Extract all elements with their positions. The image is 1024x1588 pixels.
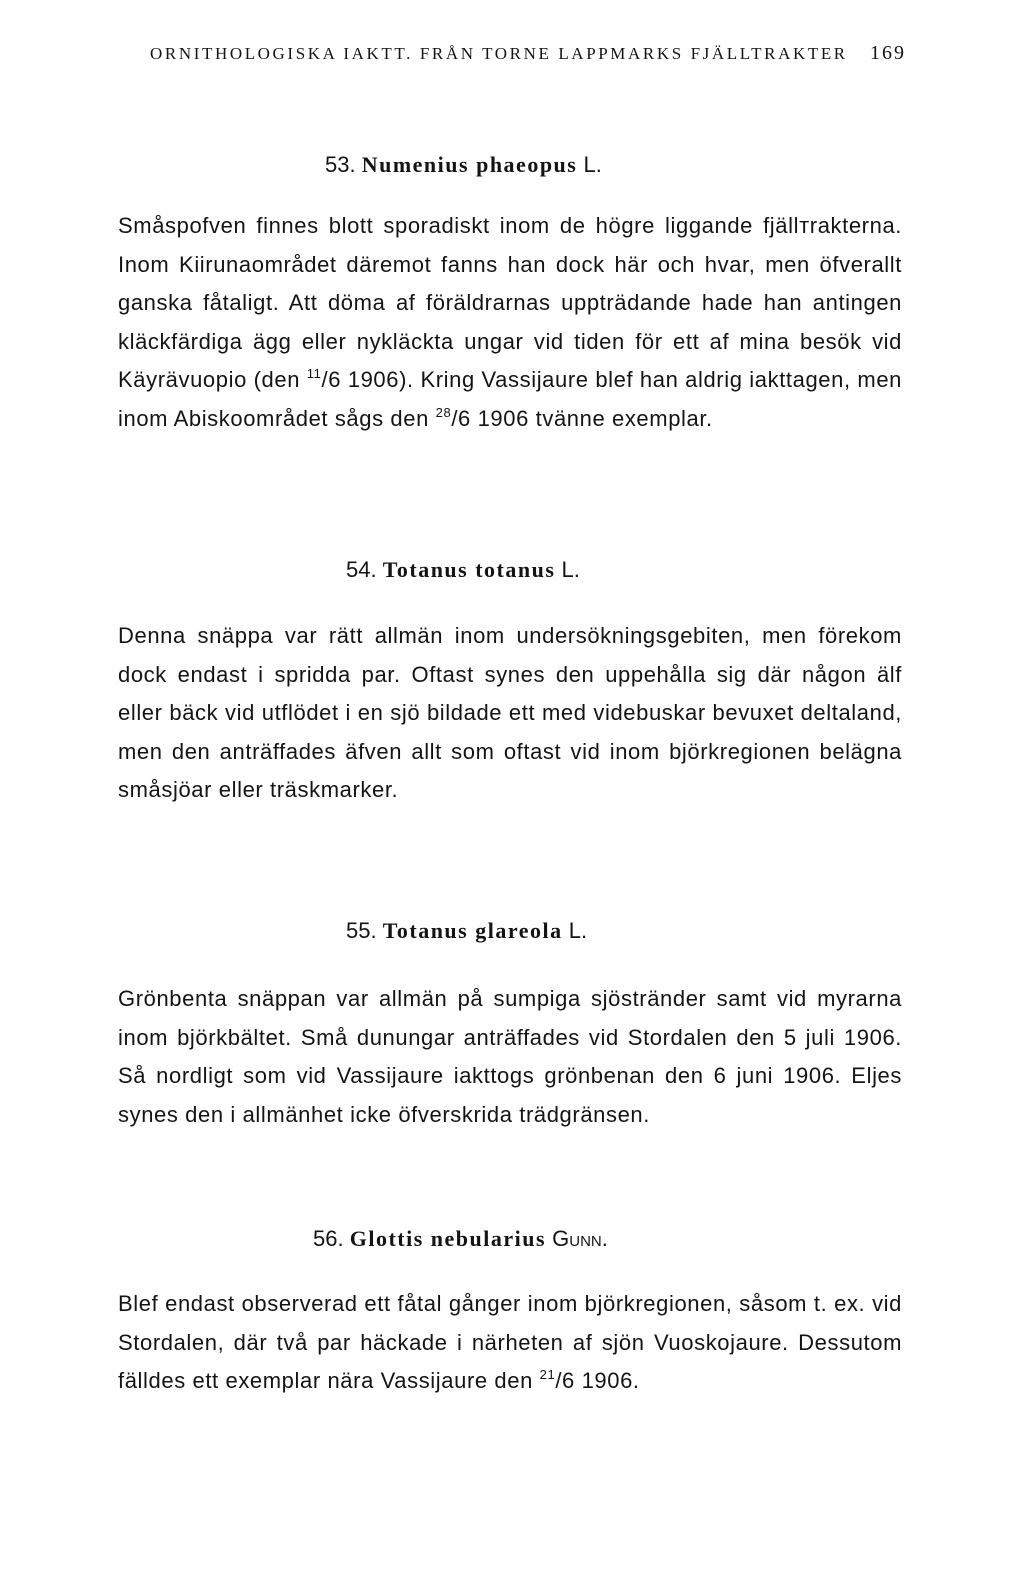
section-text-56: Blef endast observerad ett fåtal gånger inom björkregionen, såsom t. ex. vid Stordalen, där två par häckade i närheten af sjön Vuoskojaure. Dessutom fälldes ett exemplar nära Vassijaure den $^{21}$/6 1906. bbox=[118, 1291, 902, 1394]
section-number: 53. bbox=[325, 152, 356, 177]
species-authority: L. bbox=[568, 918, 588, 943]
date-day: 11 bbox=[306, 366, 322, 382]
species-name: Numenius phaeopus bbox=[361, 152, 578, 177]
species-name: Totanus totanus bbox=[382, 557, 556, 582]
section-heading-55 bbox=[346, 918, 587, 944]
species-authority: L. bbox=[583, 152, 602, 177]
species-authority: Gunn. bbox=[552, 1226, 608, 1251]
section-text-53: Småspofven finnes blott sporadiskt inom de högre liggande fjällтrakterna. Inom Kiirunaområdet däremot fanns han dock här och hvar, men öfverallt ganska fåtaligt. Att döma af föräldrarnas uppträdande hade han antingen kläckfärdiga ägg eller nykläckta ungar vid tiden för ett af mina besök vid Käyrävuopio (den $^{11}$/6 1906). Kring Vassijaure blef han aldrig iakttagen, men inom Abiskoområdet sågs den $^{28}$/6 1906 tvänne exemplar. bbox=[118, 213, 902, 431]
section-text-55: Grönbenta snäppan var allmän på sumpiga sjöstränder samt vid myrarna inom björkbältet. Små dunungar anträffades vid Stordalen den 5 juli 1906. Så nordligt som vid Vassijaure iakttogs grönbenan den 6 juni 1906. Eljes synes den i allmänhet icke öfverskrida trädgränsen. bbox=[118, 986, 902, 1127]
species-name: Totanus glareola bbox=[382, 918, 563, 943]
date-day: 28 bbox=[435, 404, 452, 420]
section-heading-54 bbox=[346, 557, 580, 583]
running-title: ORNITHOLOGISKA IAKTT. FRÅN TORNE LAPPMARKS FJÄLLTRAKTER bbox=[150, 44, 848, 63]
section-heading-53 bbox=[325, 152, 602, 178]
species-authority: L. bbox=[561, 557, 580, 582]
date-day: 21 bbox=[539, 1367, 556, 1383]
page-number: 169 bbox=[870, 42, 906, 64]
section-number: 54. bbox=[346, 557, 377, 582]
section-text-54: Denna snäppa var rätt allmän inom undersökningsgebiten, men förekom dock endast i spridda par. Oftast synes den uppehålla sig där någon älf eller bäck vid utflödet i en sjö bildade ett med videbuskar bevuxet deltaland, men den anträffades äfven allt som oftast vid inom björkregionen belägna småsjöar eller träskmarker. bbox=[118, 623, 902, 803]
section-heading-56 bbox=[313, 1226, 608, 1252]
species-name: Glottis nebularius bbox=[349, 1226, 547, 1251]
section-number: 55. bbox=[346, 918, 377, 943]
section-number: 56. bbox=[313, 1226, 344, 1251]
running-head bbox=[150, 44, 906, 64]
